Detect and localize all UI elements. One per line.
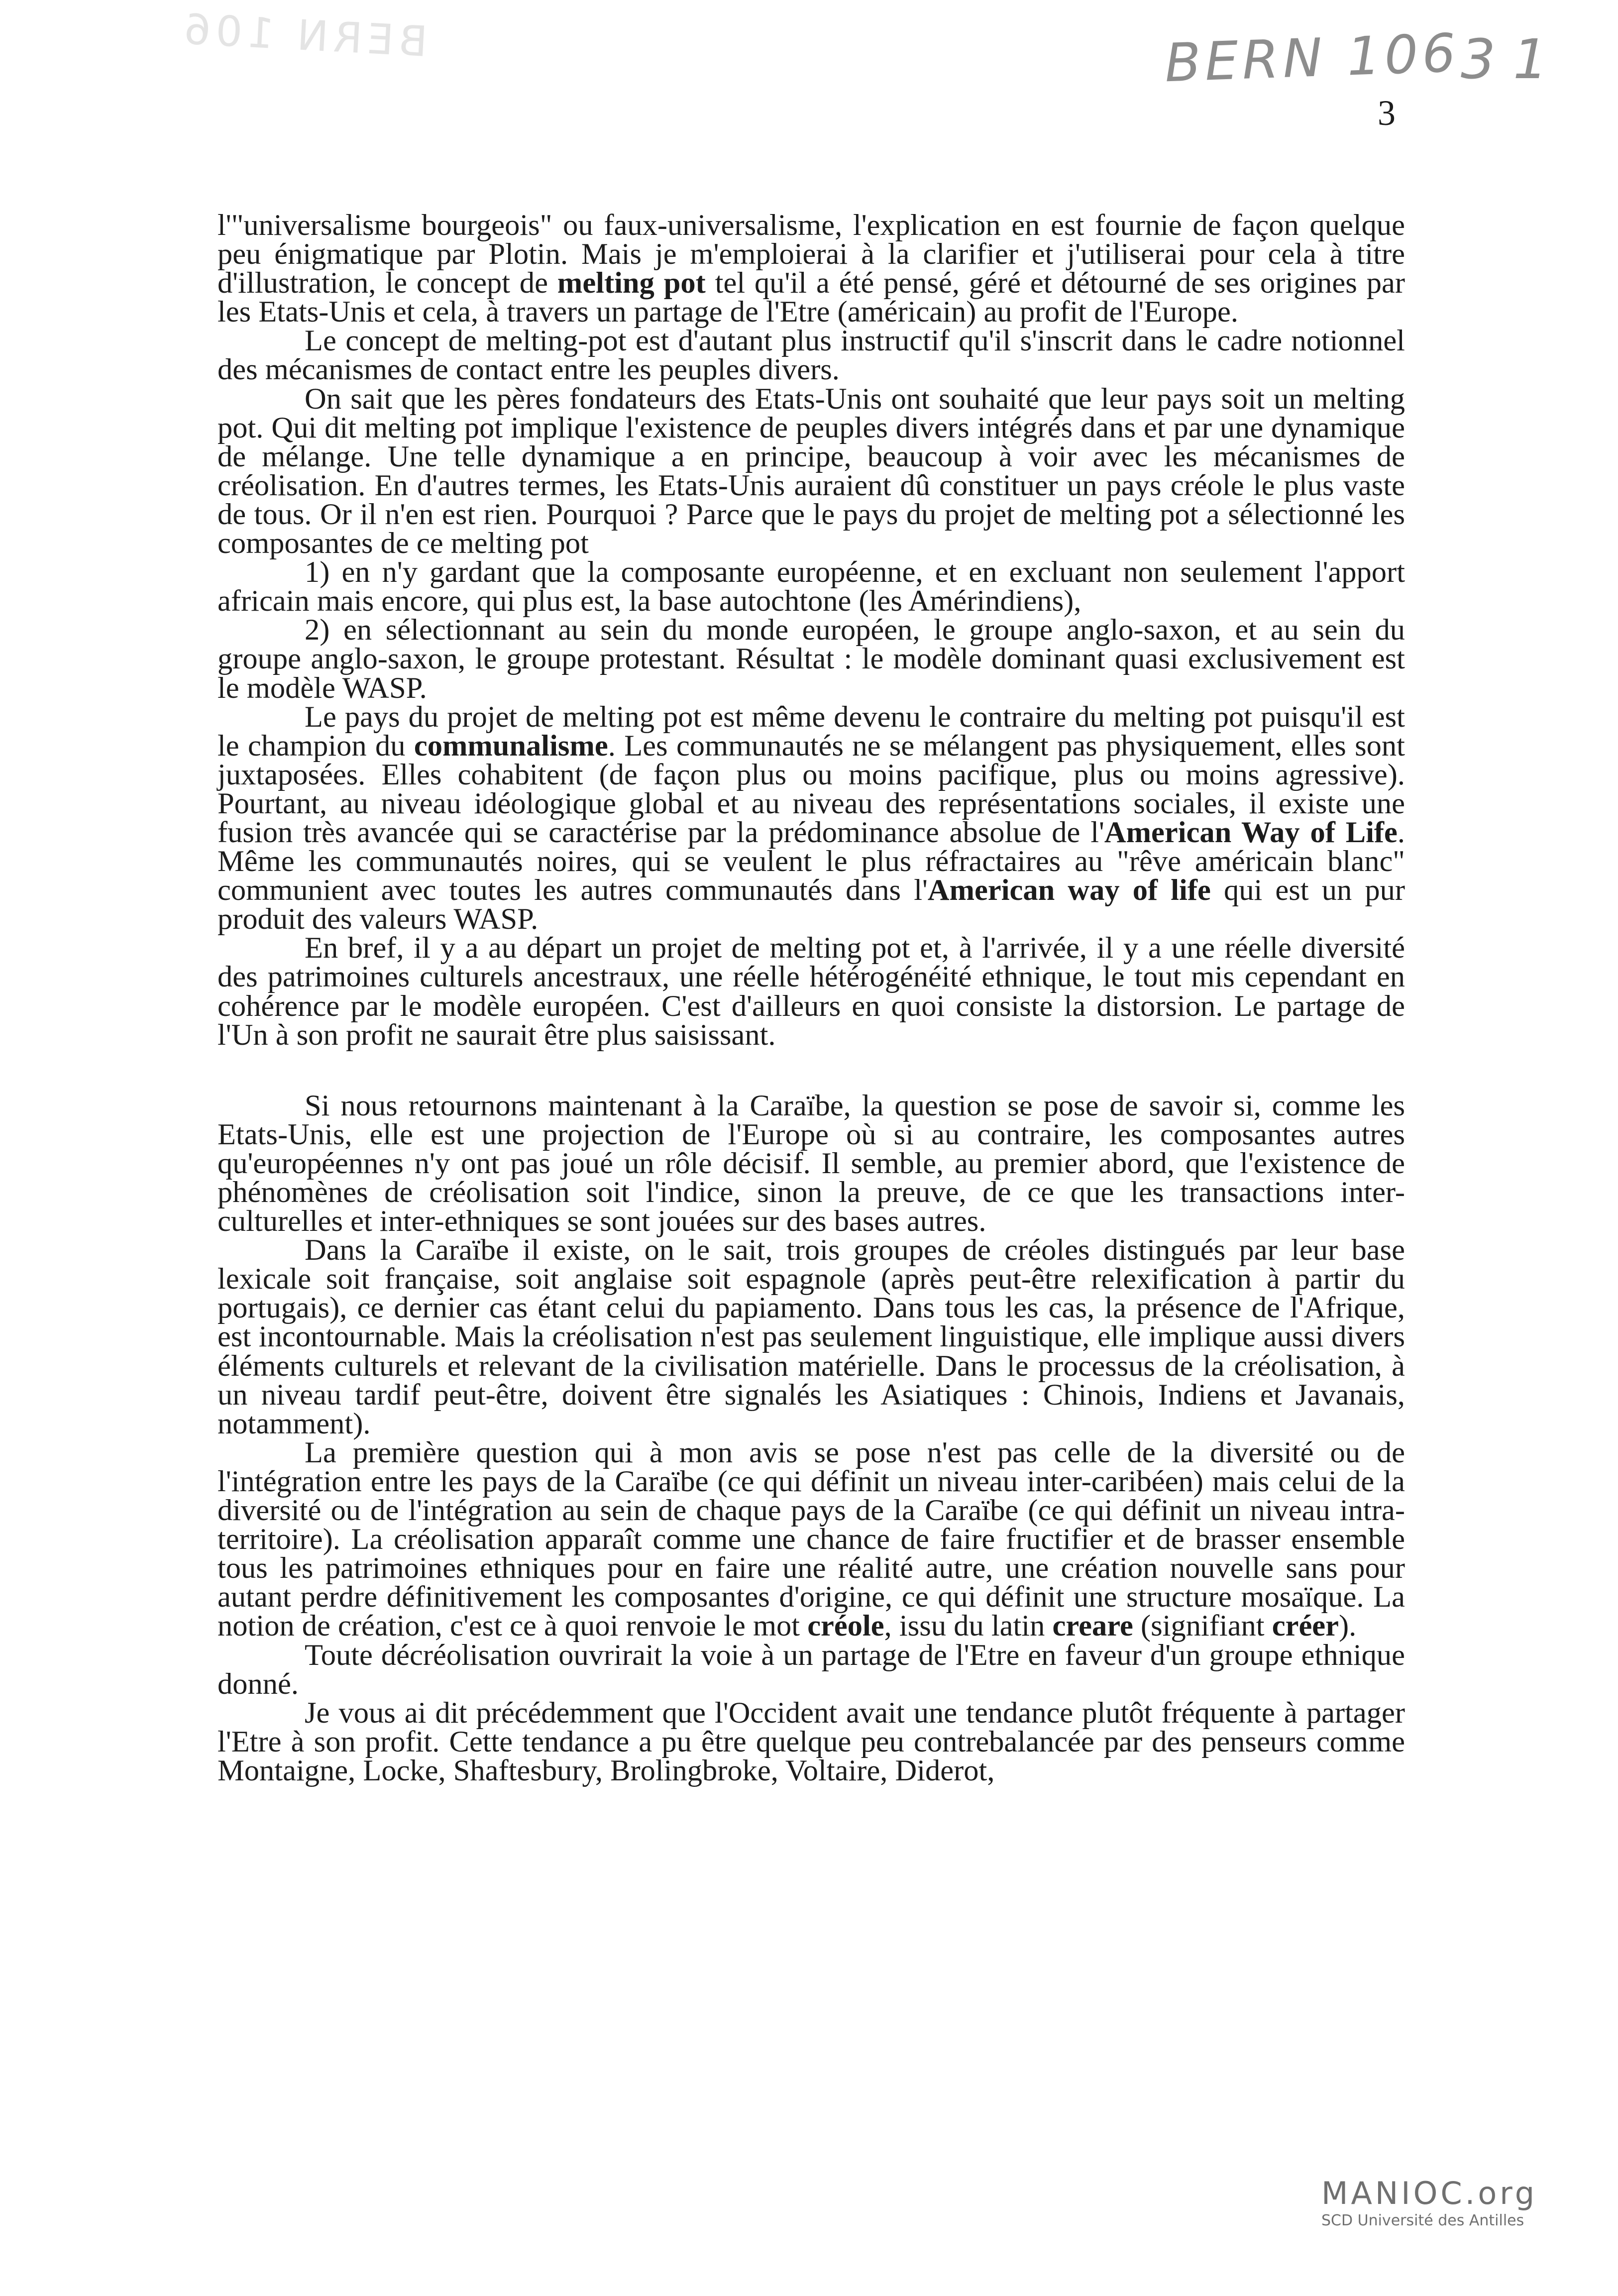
text-run: 1) en n'y gardant que la composante européenne, et en excluant non seulement l'apport africain mais encore, qui plus est, la base autochtone (les Amérindiens), bbox=[217, 555, 1405, 618]
paragraph bbox=[217, 211, 1405, 327]
emphasis-term: créole bbox=[807, 1609, 884, 1643]
archive-reference: BERN 106 bbox=[1164, 22, 1461, 94]
emphasis-term: creare bbox=[1052, 1609, 1133, 1643]
text-run: qui est un pur produit des valeurs WASP. bbox=[217, 874, 1405, 936]
handwritten-folio: 3 1 bbox=[1461, 27, 1548, 91]
paragraph bbox=[217, 1089, 1405, 1238]
paragraph bbox=[217, 613, 1405, 705]
text-run: La première question qui à mon avis se pose n'est pas celle de la diversité ou de l'intégration entre les pays de la Caraïbe (ce qui définit un niveau inter-caribéen) mais celui de la diversité ou de l'intégration au sein de chaque pays de la Caraïbe (ce qui définit un niveau intra-territoire). La créolisation apparaît comme une chance de faire fructifier et de brasser ensemble tous les patrimoines ethniques pour en faire une réalité autre, une création nouvelle sans pour autant perdre définitivement les composantes d'origine, ce qui définit une structure mosaïque. La notion de création, c'est ce à quoi renvoie le mot bbox=[217, 1435, 1405, 1643]
text-run: . Même les communautés noires, qui se veulent le plus réfractaires au "rêve américain blanc" communient avec toutes les autres communautés dans l' bbox=[217, 815, 1405, 907]
text-run: Si nous retournons maintenant à la Caraïbe, la question se pose de savoir si, comme les Etats-Unis, elle est une projection de l'Europe où si au contraire, les composantes autres qu'européennes n'y ont pas joué un rôle décisif. Il semble, au premier abord, que l'existence de phénomènes de créolisation soit l'indice, sinon la preuve, de ce que les transactions inter-culturelles et inter-ethniques se sont jouées sur des bases autres. bbox=[217, 1089, 1405, 1238]
page-number: 3 bbox=[1378, 93, 1396, 133]
text-run: On sait que les pères fondateurs des Etats-Unis ont souhaité que leur pays soit un melting pot. Qui dit melting pot implique l'existence de peuples divers intégrés dans et par une dynamique de mélange. Une telle dynamique a en principe, beaucoup à voir avec les mécanismes de créolisation. En d'autres termes, les Etats-Unis auraient dû constituer un pays créole le plus vaste de tous. Or il n'en est rien. Pourquoi ? Parce que le pays du projet de melting pot a sélectionné les composantes de ce melting pot bbox=[217, 382, 1405, 560]
text-run: Le pays du projet de melting pot est même devenu le contraire du melting pot puisqu'il est le champion du bbox=[217, 700, 1405, 763]
text-run: . Les communautés ne se mélangent pas physiquement, elles sont juxtaposées. Elles cohabitent (de façon plus ou moins pacifique, plus ou moins agressive). Pourtant, au niveau idéologique global et au niveau des représentations sociales, il existe une fusion très avancée qui se caractérise par la prédominance absolue de l' bbox=[217, 729, 1405, 849]
paragraph bbox=[217, 382, 1405, 560]
text-run: Toute décréolisation ouvrirait la voie à un partage de l'Etre en faveur d'un groupe ethnique donné. bbox=[217, 1638, 1405, 1701]
text-run: , issu du latin bbox=[884, 1609, 1053, 1643]
text-run: l'"universalisme bourgeois" ou faux-universalisme, l'explication en est fournie de façon quelque peu énigmatique par Plotin. Mais je m'emploierai à la clarifier et j'utiliserai pour cela à titre d'illustration, le concept de bbox=[217, 209, 1405, 300]
emphasis-term: créer bbox=[1272, 1609, 1339, 1643]
paragraph bbox=[217, 931, 1405, 1052]
paragraph bbox=[217, 1696, 1405, 1787]
text-run: Dans la Caraïbe il existe, on le sait, trois groupes de créoles distingués par leur base lexicale soit française, soit anglaise soit espagnole (après peut-être relexification à partir du portugais), ce dernier cas étant celui du papiamento. Dans tous les cas, la présence de l'Afrique, est incontournable. Mais la créolisation n'est pas seulement linguistique, elle implique aussi divers éléments culturels et relevant de la civilisation matérielle. Dans le processus de la créolisation, à un niveau tardif peut-être, doivent être signalés les Asiatiques : Chinois, Indiens et Javanais, notamment). bbox=[217, 1233, 1405, 1440]
emphasis-term: communalisme bbox=[414, 729, 608, 763]
emphasis-term: American Way of Life bbox=[1104, 815, 1398, 849]
text-run: Le concept de melting-pot est d'autant plus instructif qu'il s'inscrit dans le cadre notionnel des mécanismes de contact entre les peuples divers. bbox=[217, 324, 1405, 387]
paragraph bbox=[217, 1233, 1405, 1440]
ghost-stamp: BERN 106 bbox=[178, 4, 429, 66]
paragraph bbox=[217, 1435, 1405, 1643]
text-run: 2) en sélectionnant au sein du monde européen, le groupe anglo-saxon, et au sein du groupe anglo-saxon, le groupe protestant. Résultat : le modèle dominant quasi exclusivement est le modèle WASP. bbox=[217, 613, 1405, 705]
paragraph bbox=[217, 555, 1405, 618]
text-run: En bref, il y a au départ un projet de melting pot et, à l'arrivée, il y a une réelle diversité des patrimoines culturels ancestraux, une réelle hétérogénéité ethnique, le tout mis cependant en cohérence par le modèle européen. C'est d'ailleurs en quoi consiste la distorsion. Le partage de l'Un à son profit ne saurait être plus saisissant. bbox=[217, 931, 1405, 1052]
paragraph bbox=[217, 1638, 1405, 1701]
emphasis-term: melting pot bbox=[557, 266, 706, 300]
text-run: (signifiant bbox=[1133, 1609, 1272, 1643]
text-run: tel qu'il a été pensé, géré et détourné de ses origines par les Etats-Unis et cela, à travers un partage de l'Etre (américain) au profit de l'Europe. bbox=[217, 266, 1405, 329]
body-text bbox=[217, 211, 1405, 1785]
text-run: Je vous ai dit précédemment que l'Occident avait une tendance plutôt fréquente à partager l'Etre à son profit. Cette tendance a pu être quelque peu contrebalancée par des penseurs comme Montaigne, Locke, Shaftesbury, Brolingbroke, Voltaire, Diderot, bbox=[217, 1696, 1405, 1787]
emphasis-term: American way of life bbox=[927, 874, 1211, 907]
watermark-subtitle: SCD Université des Antilles bbox=[1321, 2212, 1524, 2229]
text-run: ). bbox=[1339, 1609, 1357, 1643]
manioc-watermark bbox=[1321, 2175, 1538, 2231]
watermark-brand: MANIOC.org bbox=[1321, 2175, 1538, 2211]
paragraph bbox=[217, 324, 1405, 387]
paragraph bbox=[217, 700, 1405, 936]
